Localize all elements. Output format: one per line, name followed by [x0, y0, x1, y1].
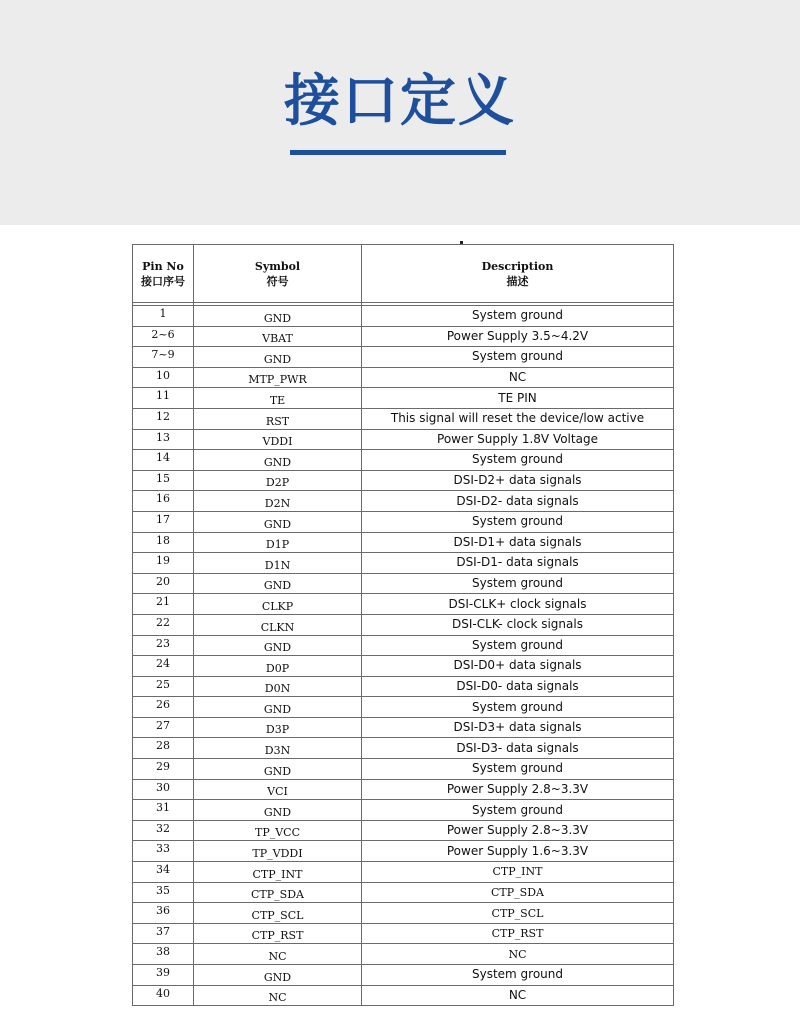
title-banner	[0, 0, 800, 225]
table-row	[133, 491, 674, 512]
pin-definition-table	[132, 244, 674, 1006]
pin-cell: 21	[133, 594, 194, 615]
table-row	[133, 614, 674, 635]
header-symbol-zh: 符号	[266, 274, 289, 288]
pin-cell: 39	[133, 965, 194, 986]
description-cell: This signal will reset the device/low active	[362, 408, 674, 429]
pin-cell: 26	[133, 697, 194, 718]
pin-cell: 1	[133, 306, 194, 327]
header-pin-no-zh: 接口序号	[141, 274, 185, 288]
description-cell: DSI-D1+ data signals	[362, 532, 674, 553]
pin-cell: 29	[133, 759, 194, 780]
pin-cell: 33	[133, 841, 194, 862]
symbol-cell: CTP_SCL	[194, 903, 362, 924]
table-row	[133, 862, 674, 883]
description-cell: NC	[362, 367, 674, 388]
symbol-cell: VCI	[194, 779, 362, 800]
description-cell: NC	[362, 985, 674, 1006]
table-row	[133, 965, 674, 986]
description-cell: DSI-CLK+ clock signals	[362, 594, 674, 615]
description-cell: DSI-D0+ data signals	[362, 656, 674, 677]
pin-cell: 36	[133, 903, 194, 924]
description-cell: CTP_RST	[362, 923, 674, 944]
table-row	[133, 450, 674, 471]
table-row	[133, 841, 674, 862]
symbol-cell: GND	[194, 511, 362, 532]
symbol-cell: D0N	[194, 676, 362, 697]
description-cell: CTP_SCL	[362, 903, 674, 924]
description-cell: DSI-D2- data signals	[362, 491, 674, 512]
table-row	[133, 573, 674, 594]
description-cell: DSI-D3- data signals	[362, 738, 674, 759]
table-row	[133, 676, 674, 697]
symbol-cell: D3N	[194, 738, 362, 759]
header-pin-no-en: Pin No	[142, 259, 184, 273]
pin-cell: 35	[133, 882, 194, 903]
table-row	[133, 306, 674, 327]
pin-cell: 40	[133, 985, 194, 1006]
header-symbol-en: Symbol	[254, 259, 301, 273]
pin-cell: 2~6	[133, 326, 194, 347]
table-row	[133, 635, 674, 656]
description-cell: DSI-D2+ data signals	[362, 470, 674, 491]
description-cell: Power Supply 2.8~3.3V	[362, 779, 674, 800]
description-cell: System ground	[362, 697, 674, 718]
table-row	[133, 367, 674, 388]
pin-cell: 24	[133, 656, 194, 677]
symbol-cell: TP_VCC	[194, 820, 362, 841]
description-cell: DSI-CLK- clock signals	[362, 614, 674, 635]
header-description	[362, 245, 674, 303]
symbol-cell: GND	[194, 759, 362, 780]
table-row	[133, 594, 674, 615]
table-row	[133, 800, 674, 821]
symbol-cell: CTP_RST	[194, 923, 362, 944]
symbol-cell: TP_VDDI	[194, 841, 362, 862]
pin-cell: 23	[133, 635, 194, 656]
symbol-cell: TE	[194, 388, 362, 409]
symbol-cell: CLKN	[194, 614, 362, 635]
pin-cell: 10	[133, 367, 194, 388]
pin-cell: 11	[133, 388, 194, 409]
table-row	[133, 429, 674, 450]
pin-cell: 15	[133, 470, 194, 491]
table-row	[133, 697, 674, 718]
table-row	[133, 759, 674, 780]
description-cell: TE PIN	[362, 388, 674, 409]
table-row	[133, 717, 674, 738]
description-cell: System ground	[362, 635, 674, 656]
page-title: 接口定义	[284, 69, 516, 134]
symbol-cell: CTP_INT	[194, 862, 362, 883]
description-cell: System ground	[362, 800, 674, 821]
header-symbol	[194, 245, 362, 303]
symbol-cell: RST	[194, 408, 362, 429]
table-row	[133, 923, 674, 944]
title-underline	[290, 150, 506, 155]
header-pin-no	[133, 245, 194, 303]
description-cell: DSI-D3+ data signals	[362, 717, 674, 738]
table-row	[133, 470, 674, 491]
pin-cell: 17	[133, 511, 194, 532]
description-cell: DSI-D0- data signals	[362, 676, 674, 697]
symbol-cell: GND	[194, 635, 362, 656]
pin-cell: 34	[133, 862, 194, 883]
table-row	[133, 820, 674, 841]
symbol-cell: NC	[194, 985, 362, 1006]
table-row	[133, 408, 674, 429]
description-cell: System ground	[362, 965, 674, 986]
symbol-cell: D3P	[194, 717, 362, 738]
table-row	[133, 553, 674, 574]
description-cell: Power Supply 1.8V Voltage	[362, 429, 674, 450]
pin-cell: 30	[133, 779, 194, 800]
symbol-cell: D1N	[194, 553, 362, 574]
symbol-cell: VDDI	[194, 429, 362, 450]
symbol-cell: NC	[194, 944, 362, 965]
symbol-cell: GND	[194, 347, 362, 368]
description-cell: System ground	[362, 573, 674, 594]
table-row	[133, 882, 674, 903]
pin-cell: 18	[133, 532, 194, 553]
pin-cell: 38	[133, 944, 194, 965]
table-row	[133, 779, 674, 800]
table-row	[133, 738, 674, 759]
symbol-cell: D1P	[194, 532, 362, 553]
pin-cell: 28	[133, 738, 194, 759]
pin-cell: 32	[133, 820, 194, 841]
description-cell: Power Supply 1.6~3.3V	[362, 841, 674, 862]
symbol-cell: VBAT	[194, 326, 362, 347]
pin-cell: 7~9	[133, 347, 194, 368]
description-cell: System ground	[362, 347, 674, 368]
header-description-zh: 描述	[506, 274, 529, 288]
pin-cell: 14	[133, 450, 194, 471]
table-row	[133, 532, 674, 553]
table-row	[133, 985, 674, 1006]
symbol-cell: D2P	[194, 470, 362, 491]
symbol-cell: GND	[194, 450, 362, 471]
symbol-cell: D2N	[194, 491, 362, 512]
table-row	[133, 903, 674, 924]
description-cell: System ground	[362, 306, 674, 327]
symbol-cell: CLKP	[194, 594, 362, 615]
pin-cell: 37	[133, 923, 194, 944]
symbol-cell: GND	[194, 965, 362, 986]
description-cell: Power Supply 3.5~4.2V	[362, 326, 674, 347]
symbol-cell: MTP_PWR	[194, 367, 362, 388]
pin-cell: 13	[133, 429, 194, 450]
description-cell: CTP_INT	[362, 862, 674, 883]
description-cell: CTP_SDA	[362, 882, 674, 903]
pin-cell: 20	[133, 573, 194, 594]
pin-cell: 22	[133, 614, 194, 635]
table-row	[133, 388, 674, 409]
description-cell: Power Supply 2.8~3.3V	[362, 820, 674, 841]
table-row	[133, 511, 674, 532]
symbol-cell: GND	[194, 800, 362, 821]
symbol-cell: CTP_SDA	[194, 882, 362, 903]
description-cell: NC	[362, 944, 674, 965]
pin-cell: 25	[133, 676, 194, 697]
pin-cell: 12	[133, 408, 194, 429]
description-cell: DSI-D1- data signals	[362, 553, 674, 574]
table-row	[133, 347, 674, 368]
table-header-row	[133, 245, 674, 303]
symbol-cell: GND	[194, 697, 362, 718]
pin-cell: 27	[133, 717, 194, 738]
symbol-cell: GND	[194, 306, 362, 327]
table-row	[133, 326, 674, 347]
pin-cell: 31	[133, 800, 194, 821]
description-cell: System ground	[362, 759, 674, 780]
header-description-en: Description	[481, 259, 554, 273]
table-row	[133, 656, 674, 677]
description-cell: System ground	[362, 450, 674, 471]
table-row	[133, 944, 674, 965]
description-cell: System ground	[362, 511, 674, 532]
symbol-cell: D0P	[194, 656, 362, 677]
pin-cell: 19	[133, 553, 194, 574]
pin-cell: 16	[133, 491, 194, 512]
symbol-cell: GND	[194, 573, 362, 594]
